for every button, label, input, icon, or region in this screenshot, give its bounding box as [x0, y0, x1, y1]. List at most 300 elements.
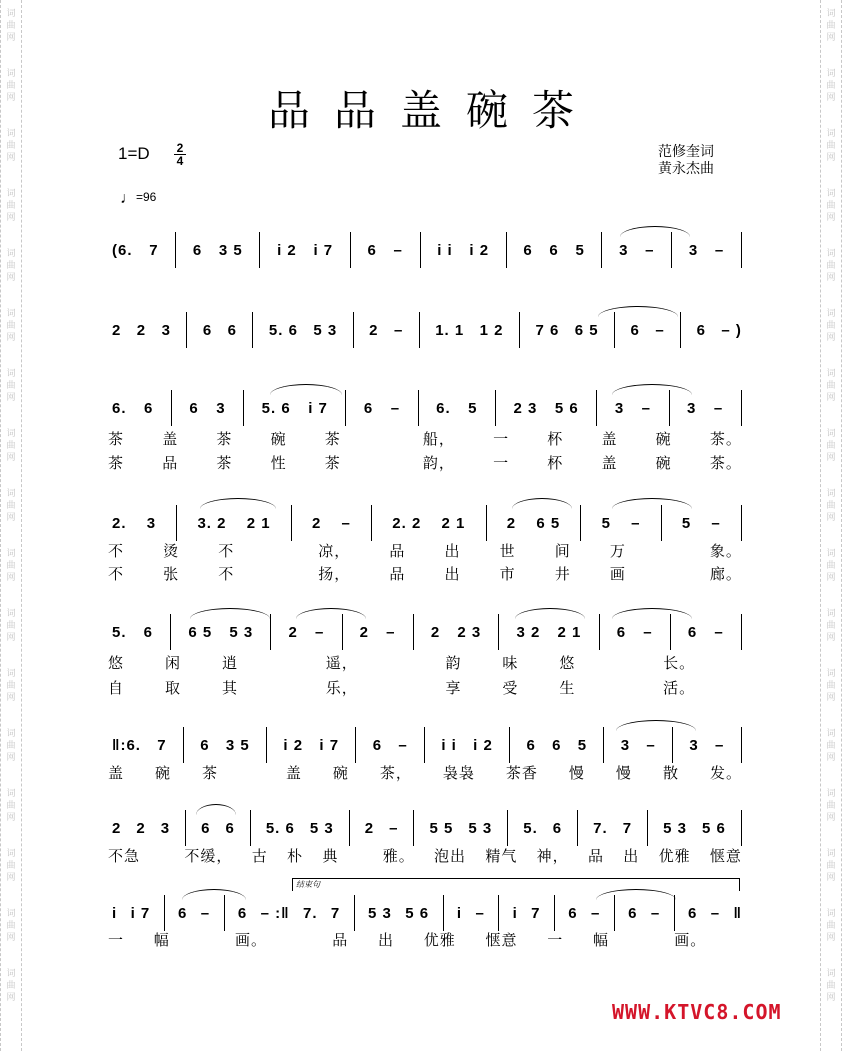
- note: 6: [549, 241, 559, 259]
- lyric-word: 茶。: [709, 454, 742, 472]
- watermark-glyph: 词: [6, 969, 16, 979]
- dash-note: –: [715, 736, 725, 754]
- barline: [419, 312, 420, 348]
- lyric-word: 碗: [155, 764, 172, 782]
- lyric-word: 性: [270, 454, 287, 472]
- barline: [175, 232, 176, 268]
- notation-staff: [0, 725, 842, 765]
- watermark-glyph-group: [821, 428, 841, 464]
- note: 6: [372, 736, 383, 754]
- barline: [680, 312, 681, 348]
- barline: [495, 390, 496, 426]
- note: 2: [136, 819, 146, 837]
- lyric-word: 慢: [615, 764, 632, 782]
- watermark-glyph: 词: [826, 249, 836, 259]
- lyric-word: 乐，: [325, 679, 358, 697]
- note: ‖: [733, 904, 742, 922]
- note: 5: [468, 399, 478, 417]
- watermark-glyph: 网: [826, 693, 836, 703]
- watermark-glyph: 网: [826, 993, 836, 1003]
- note: 3: [619, 241, 629, 259]
- notation-staff: [0, 388, 842, 428]
- note: 7: [622, 819, 633, 837]
- note: (6.: [112, 241, 133, 259]
- slur: [296, 608, 366, 619]
- watermark-glyph: 词: [826, 729, 836, 739]
- note: 7: [330, 904, 341, 922]
- watermark-glyph: 曲: [826, 201, 836, 211]
- note: 5.: [112, 623, 127, 641]
- note: 7: [149, 241, 159, 259]
- note: 6: [178, 904, 188, 922]
- barline: [601, 232, 602, 268]
- watermark-glyph: 曲: [6, 201, 16, 211]
- note: 2 3: [513, 399, 538, 417]
- watermark-glyph: 曲: [826, 921, 836, 931]
- barline: [498, 614, 499, 650]
- barline: [420, 232, 421, 268]
- lyric-line: [108, 929, 742, 951]
- note: i 7: [313, 241, 334, 259]
- lyric-word: 茶: [108, 454, 125, 472]
- note: 2: [112, 321, 122, 339]
- watermark-glyph: 词: [826, 909, 836, 919]
- lyric-word: 象。: [709, 542, 742, 560]
- watermark-glyph: 网: [826, 573, 836, 583]
- note: 3 2: [516, 623, 541, 641]
- note: 3: [688, 241, 699, 259]
- lyric-word: [379, 452, 385, 474]
- dash-note: –: [650, 904, 661, 922]
- note: 5 3: [309, 819, 334, 837]
- note: 6: [552, 819, 563, 837]
- watermark-glyph: 词: [826, 549, 836, 559]
- watermark-glyph: 词: [6, 249, 16, 259]
- note: 5: [681, 514, 692, 532]
- note: 6: [189, 399, 199, 417]
- lyric-word: 井: [554, 565, 571, 583]
- barline: [413, 810, 414, 846]
- watermark-glyph-group: [821, 188, 841, 224]
- note: 6: [526, 736, 536, 754]
- barline: [224, 895, 225, 931]
- watermark-glyph: 曲: [826, 81, 836, 91]
- watermark-glyph: 网: [6, 993, 16, 1003]
- slur: [598, 306, 678, 317]
- lyric-word: [273, 563, 279, 585]
- watermark-glyph: 曲: [6, 321, 16, 331]
- lyric-word: 悠: [108, 654, 125, 672]
- watermark-glyph: 曲: [6, 21, 16, 31]
- watermark-glyph: 曲: [826, 321, 836, 331]
- note: 5 5: [429, 819, 454, 837]
- watermark-glyph: 词: [826, 189, 836, 199]
- watermark-glyph: 曲: [826, 141, 836, 151]
- lyric-word: [273, 540, 279, 562]
- notation-staff: [0, 893, 842, 933]
- note: 6 5: [536, 514, 561, 532]
- slur: [612, 498, 692, 509]
- lyric-word: 茶。: [709, 430, 742, 448]
- note: 6: [200, 736, 210, 754]
- barline: [170, 614, 171, 650]
- dash-note: –: [655, 321, 665, 339]
- composer-credit: 黄永杰曲: [658, 161, 714, 177]
- watermark-glyph-group: [1, 188, 21, 224]
- slur: [270, 384, 342, 395]
- lyric-line: [108, 428, 742, 450]
- note: i 2: [469, 241, 490, 259]
- barline: [270, 614, 271, 650]
- lyric-word: 典: [322, 847, 339, 865]
- watermark-glyph: 网: [826, 873, 836, 883]
- watermark-glyph: 网: [6, 393, 16, 403]
- watermark-glyph: 网: [826, 213, 836, 223]
- lyric-line: [108, 563, 742, 585]
- note: 6: [523, 241, 533, 259]
- lyric-word: 张: [163, 565, 180, 583]
- watermark-glyph: 网: [6, 453, 16, 463]
- note: 7: [157, 736, 167, 754]
- lyric-word: [159, 845, 165, 867]
- lyric-word: 万: [609, 542, 626, 560]
- lyric-word: 不缓，: [184, 847, 233, 865]
- note: 6: [616, 623, 627, 641]
- dash-note: –: [641, 399, 652, 417]
- lyric-word: [665, 540, 671, 562]
- barline: [349, 810, 350, 846]
- watermark-glyph: 曲: [826, 561, 836, 571]
- note: 6: [144, 399, 154, 417]
- watermark-glyph: 网: [6, 633, 16, 643]
- lyric-word: 市: [499, 565, 516, 583]
- watermark-glyph: 网: [826, 93, 836, 103]
- note: 3: [620, 736, 631, 754]
- note: i 2: [473, 736, 493, 754]
- note: 5 6: [554, 399, 579, 417]
- lyric-word: 韵: [445, 654, 462, 672]
- watermark-glyph: 网: [6, 333, 16, 343]
- dash-note: –: [389, 819, 399, 837]
- note: 6: [696, 321, 706, 339]
- lyric-line: [108, 762, 742, 784]
- watermark-glyph: 网: [6, 213, 16, 223]
- watermark-glyph: 曲: [826, 441, 836, 451]
- lyric-word: 画。: [674, 931, 707, 949]
- lyric-word: 烫: [163, 542, 180, 560]
- slur: [612, 384, 692, 395]
- watermark-glyph: 曲: [826, 981, 836, 991]
- watermark-glyph: 曲: [6, 141, 16, 151]
- note: 2: [288, 623, 298, 641]
- barline: [519, 312, 520, 348]
- watermark-glyph: 词: [6, 909, 16, 919]
- note: 2 1: [557, 623, 582, 641]
- watermark-glyph: 网: [6, 873, 16, 883]
- barline: [486, 505, 487, 541]
- watermark-glyph-group: [821, 968, 841, 1004]
- watermark-glyph: 词: [6, 489, 16, 499]
- lyric-word: [200, 929, 206, 951]
- note: 3: [689, 736, 699, 754]
- watermark-glyph: 词: [826, 489, 836, 499]
- barline: [614, 895, 615, 931]
- note: 1. 1: [435, 321, 465, 339]
- slur: [196, 804, 236, 815]
- barline: [252, 312, 253, 348]
- dash-note: –: [643, 623, 653, 641]
- barline: [342, 614, 343, 650]
- note: 2 3: [457, 623, 482, 641]
- watermark-glyph-group: [1, 8, 21, 44]
- dash-note: –: [390, 399, 401, 417]
- lyric-word: [358, 845, 364, 867]
- dash-note: –: [393, 241, 403, 259]
- watermark-glyph: 词: [826, 9, 836, 19]
- barline: [418, 390, 419, 426]
- watermark-glyph: 词: [6, 429, 16, 439]
- lyric-word: 扬，: [318, 565, 351, 583]
- lyric-word: 凉，: [318, 542, 351, 560]
- watermark-glyph: 曲: [826, 21, 836, 31]
- notation-staff: [0, 230, 842, 270]
- lyric-word: 茶: [324, 430, 341, 448]
- notation-staff: [0, 612, 842, 652]
- note: 6: [628, 904, 638, 922]
- lyric-word: [736, 677, 742, 699]
- song-title: 品品盖碗茶: [267, 86, 598, 135]
- key-signature: 1=D: [118, 144, 150, 163]
- note: 5: [601, 514, 611, 532]
- lyric-word: 幅: [153, 931, 170, 949]
- watermark-glyph: 曲: [6, 681, 16, 691]
- dash-note: –: [710, 904, 721, 922]
- note: 3 5: [218, 241, 243, 259]
- watermark-glyph: 曲: [6, 621, 16, 631]
- slur: [612, 608, 692, 619]
- note: 3: [687, 399, 697, 417]
- note: i 2: [283, 736, 304, 754]
- lyric-word: 慢: [568, 764, 585, 782]
- staff-tokens: [112, 725, 742, 765]
- lyric-word: 盖: [108, 764, 125, 782]
- watermark-glyph: 曲: [826, 741, 836, 751]
- lyric-word: [665, 563, 671, 585]
- lyric-word: 不: [218, 565, 235, 583]
- note: 3: [146, 514, 157, 532]
- note: i 7: [130, 904, 151, 922]
- lyric-word: 出: [623, 847, 640, 865]
- lyric-word: 受: [502, 679, 519, 697]
- barline: [345, 390, 346, 426]
- lyric-word: 茶香: [505, 764, 538, 782]
- lyric-word: 不: [108, 542, 125, 560]
- note: 5 3: [229, 623, 254, 641]
- note: 2 1: [441, 514, 466, 532]
- note: i 7: [308, 399, 328, 417]
- barline: [741, 505, 742, 541]
- watermark-glyph: 词: [6, 849, 16, 859]
- barline: [661, 505, 662, 541]
- lyric-word: 茶: [108, 430, 125, 448]
- dash-note: –: [398, 736, 408, 754]
- note: i: [512, 904, 518, 922]
- watermark-glyph: 曲: [6, 501, 16, 511]
- lyric-word: 品: [587, 847, 604, 865]
- lyric-word: 优雅: [658, 847, 691, 865]
- lyric-word: 精气: [485, 847, 518, 865]
- barline: [243, 390, 244, 426]
- quarter-note-icon: ♩: [120, 190, 136, 207]
- watermark-glyph: 网: [826, 513, 836, 523]
- lyric-word: 优雅: [423, 931, 456, 949]
- watermark-glyph: 网: [6, 93, 16, 103]
- note: i 2: [277, 241, 297, 259]
- barline: [506, 232, 507, 268]
- lyric-word: [736, 929, 742, 951]
- lyric-word: 品: [389, 542, 406, 560]
- watermark-glyph: 网: [826, 393, 836, 403]
- barline: [603, 727, 604, 763]
- watermark-glyph-group: [1, 968, 21, 1004]
- note: i i: [441, 736, 457, 754]
- dash-note: –: [646, 736, 656, 754]
- lyric-word: 幅: [593, 931, 610, 949]
- dash-note: –: [591, 904, 601, 922]
- watermark-glyph: 词: [826, 669, 836, 679]
- lyric-word: [379, 428, 385, 450]
- watermark-glyph-group: [821, 848, 841, 884]
- notation-staff: [0, 808, 842, 848]
- lyric-word: 活。: [663, 679, 696, 697]
- note: 6: [568, 904, 578, 922]
- note: 6: [687, 623, 698, 641]
- watermark-glyph-group: [1, 848, 21, 884]
- dash-note: –: [341, 514, 351, 532]
- barline: [185, 810, 186, 846]
- barline: [353, 312, 354, 348]
- lyric-word: 盖: [601, 430, 618, 448]
- lyric-word: 茶，: [379, 764, 412, 782]
- note: 2 1: [246, 514, 271, 532]
- watermark-glyph: 词: [6, 729, 16, 739]
- watermark-glyph: 曲: [6, 81, 16, 91]
- dash-note: –: [386, 623, 396, 641]
- lyric-line: [108, 845, 742, 867]
- note: 7 6: [535, 321, 560, 339]
- lyric-word: 杯: [547, 430, 564, 448]
- note: 5 3: [368, 904, 392, 922]
- note: 7.: [593, 819, 608, 837]
- lyric-word: 碗: [332, 764, 349, 782]
- watermark-glyph: 曲: [826, 681, 836, 691]
- watermark-glyph-group: [1, 428, 21, 464]
- note: 1 2: [479, 321, 504, 339]
- barline: [596, 390, 597, 426]
- barline: [741, 390, 742, 426]
- time-signature: [172, 142, 188, 167]
- barline: [671, 232, 672, 268]
- tempo-value: =96: [136, 190, 157, 204]
- lyric-word: 盖: [285, 764, 302, 782]
- note: 5: [575, 241, 585, 259]
- lyric-word: 品: [162, 454, 179, 472]
- watermark-glyph: 曲: [6, 381, 16, 391]
- lyric-word: 茶: [324, 454, 341, 472]
- note: 5.: [523, 819, 538, 837]
- watermark-glyph: 词: [6, 369, 16, 379]
- note: i: [456, 904, 463, 922]
- barline: [371, 505, 372, 541]
- slur: [200, 498, 276, 509]
- note: 6: [227, 321, 237, 339]
- lyric-word: 出: [444, 542, 461, 560]
- watermark-glyph: 曲: [6, 981, 16, 991]
- note: 6 5: [574, 321, 599, 339]
- ending-label: 结束句: [296, 880, 320, 889]
- note: 2: [369, 321, 379, 339]
- note: 6: [225, 819, 235, 837]
- watermark-glyph: 网: [826, 333, 836, 343]
- lyric-word: 发。: [709, 764, 742, 782]
- lyric-word: 朴: [287, 847, 304, 865]
- lyric-word: [736, 652, 742, 674]
- note: i: [112, 904, 118, 922]
- notation-staff: [0, 310, 842, 350]
- watermark-glyph: 网: [6, 573, 16, 583]
- barline: [554, 895, 555, 931]
- barline: [291, 505, 292, 541]
- watermark-glyph: 词: [826, 369, 836, 379]
- watermark-glyph: 词: [6, 129, 16, 139]
- watermark-glyph: 曲: [6, 261, 16, 271]
- ending-bracket: [292, 878, 740, 891]
- note: 6: [552, 736, 562, 754]
- watermark-glyph: 曲: [826, 381, 836, 391]
- lyric-word: 一: [493, 454, 510, 472]
- note: 2. 2: [392, 514, 422, 532]
- dash-note: – ): [721, 321, 742, 339]
- watermark-glyph: 网: [6, 513, 16, 523]
- lyric-word: 出: [378, 931, 395, 949]
- note: 7.: [302, 904, 318, 922]
- lyric-word: 泡出: [434, 847, 467, 865]
- watermark-glyph: 曲: [826, 801, 836, 811]
- note: 6: [688, 904, 698, 922]
- watermark-glyph-group: [821, 548, 841, 584]
- lyric-word: 碗: [655, 454, 672, 472]
- note: 6: [237, 904, 248, 922]
- watermark-glyph: 曲: [6, 741, 16, 751]
- lyric-word: 船，: [422, 430, 455, 448]
- lyric-word: 盖: [162, 430, 179, 448]
- lyric-word: 韵，: [422, 454, 455, 472]
- barline: [741, 727, 742, 763]
- watermark-glyph: 网: [826, 453, 836, 463]
- barline: [670, 614, 671, 650]
- barline: [183, 727, 184, 763]
- lyric-word: 闲: [164, 654, 181, 672]
- watermark-glyph: 词: [826, 309, 836, 319]
- lyric-word: 不: [108, 565, 125, 583]
- watermark-glyph: 词: [6, 609, 16, 619]
- note: i i: [437, 241, 453, 259]
- watermark-glyph: 曲: [6, 921, 16, 931]
- dash-note: –: [315, 623, 325, 641]
- note: 3: [614, 399, 625, 417]
- barline: [580, 505, 581, 541]
- watermark-glyph: 曲: [826, 261, 836, 271]
